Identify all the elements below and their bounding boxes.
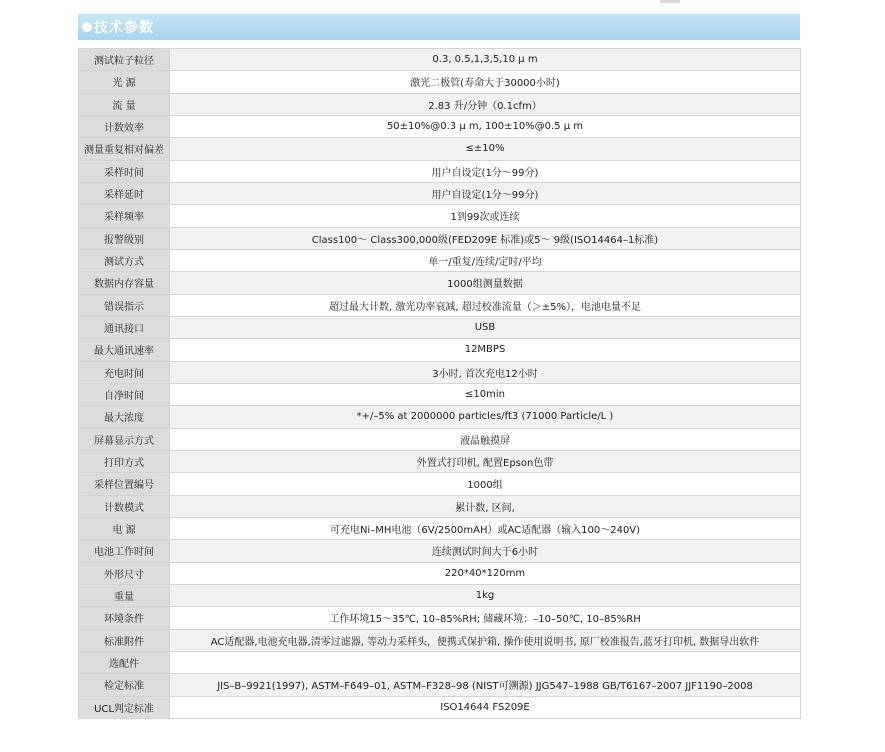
spec-value: 可充电Ni–MH电池（6V/2500mAH）或AC适配器（输入100～240V) [170,517,801,539]
section-header [78,14,800,40]
table-row [79,316,801,338]
section-title: 技术参数 [94,20,154,36]
spec-value: ISO14644 FS209E [170,696,801,718]
spec-value [170,651,801,673]
table-row [79,49,801,71]
table-row [79,249,801,271]
table-row [79,383,801,405]
bullet-icon [82,22,92,32]
table-row [79,473,801,495]
spec-label: 通讯接口 [79,316,170,338]
spec-label: 测试方式 [79,249,170,271]
spec-value: 50±10%@0.3 μ m, 100±10%@0.5 μ m [170,115,801,137]
spec-label: 采样时间 [79,160,170,182]
table-row [79,205,801,227]
spec-value: 工作环境15～35℃, 10–85%RH; 储藏环境：–10–50℃, 10–85%RH [170,607,801,629]
spec-value: 外置式打印机, 配置Epson色带 [170,450,801,472]
table-row [79,674,801,696]
spec-label: UCL判定标准 [79,696,170,718]
table-row [79,607,801,629]
spec-value: Class100～ Class300,000级(FED209E 标准)或5～ 9级(ISO14464–1标准) [170,227,801,249]
table-row [79,339,801,361]
spec-label: 报警级别 [79,227,170,249]
spec-label: 光 源 [79,71,170,93]
spec-value: ≤10min [170,383,801,405]
table-row [79,495,801,517]
spec-label: 测量重复相对偏差 [79,138,170,160]
table-row [79,294,801,316]
table-row [79,517,801,539]
spec-value: 激光二极管(寿命大于30000小时) [170,71,801,93]
spec-value: 液晶触摸屏 [170,428,801,450]
spec-value: 1000组测量数据 [170,272,801,294]
spec-value: ≤±10% [170,138,801,160]
spec-value: 0.3, 0.5,1,3,5,10 μ m [170,49,801,71]
spec-value: *+/–5% at 2000000 particles/ft3 (71000 Particle/L ) [170,406,801,428]
spec-label: 外形尺寸 [79,562,170,584]
spec-table [78,48,801,719]
spec-label: 数据内存容量 [79,272,170,294]
table-row [79,227,801,249]
spec-label: 流 量 [79,93,170,115]
spec-value: AC适配器,电池充电器,清零过滤器, 等动力采样头，便携式保护箱, 操作使用说明书, 原厂校准报告,蓝牙打印机, 数据导出软件 [170,629,801,651]
table-row [79,428,801,450]
spec-label: 选配件 [79,651,170,673]
table-row [79,450,801,472]
spec-label: 标准附件 [79,629,170,651]
table-row [79,540,801,562]
spec-value: 12MBPS [170,339,801,361]
spec-value: 1000组 [170,473,801,495]
table-row [79,629,801,651]
table-row [79,696,801,718]
spec-value: 用户自设定(1分～99分) [170,160,801,182]
spec-label: 电池工作时间 [79,540,170,562]
decorative-mark [660,0,680,3]
table-row [79,160,801,182]
table-row [79,584,801,606]
spec-value: 1到99次或连续 [170,205,801,227]
table-row [79,93,801,115]
spec-label: 计数效率 [79,115,170,137]
spec-value: 1kg [170,584,801,606]
spec-label: 环境条件 [79,607,170,629]
table-row [79,115,801,137]
spec-value: 2.83 升/分钟（0.1cfm） [170,93,801,115]
table-row [79,651,801,673]
spec-label: 错误指示 [79,294,170,316]
spec-label: 检定标准 [79,674,170,696]
spec-value: 用户自设定(1分～99分) [170,182,801,204]
spec-label: 充电时间 [79,361,170,383]
spec-value: 超过最大计数, 激光功率衰减, 超过校准流量（＞±5%），电池电量不足 [170,294,801,316]
table-row [79,182,801,204]
spec-label: 采样频率 [79,205,170,227]
spec-label: 自净时间 [79,383,170,405]
spec-label: 电 源 [79,517,170,539]
spec-label: 最大浓度 [79,406,170,428]
table-row [79,562,801,584]
spec-value: JIS–B–9921(1997), ASTM–F649–01, ASTM–F328–98 (NIST可溯源) JJG547–1988 GB/T6167–2007 JJF1190–2008 [170,674,801,696]
table-row [79,272,801,294]
table-row [79,71,801,93]
table-row [79,406,801,428]
spec-value: 连续测试时间大于6小时 [170,540,801,562]
spec-value: 220*40*120mm [170,562,801,584]
table-row [79,138,801,160]
spec-label: 屏幕显示方式 [79,428,170,450]
table-row [79,361,801,383]
spec-label: 采样位置编号 [79,473,170,495]
spec-label: 采样延时 [79,182,170,204]
spec-label: 最大通讯速率 [79,339,170,361]
spec-value: 累计数, 区间, [170,495,801,517]
spec-value: 3小时, 首次充电12小时 [170,361,801,383]
spec-label: 测试粒子粒径 [79,49,170,71]
spec-label: 计数模式 [79,495,170,517]
spec-value: USB [170,316,801,338]
spec-label: 打印方式 [79,450,170,472]
spec-label: 重量 [79,584,170,606]
spec-value: 单一/重复/连续/定时/平均 [170,249,801,271]
